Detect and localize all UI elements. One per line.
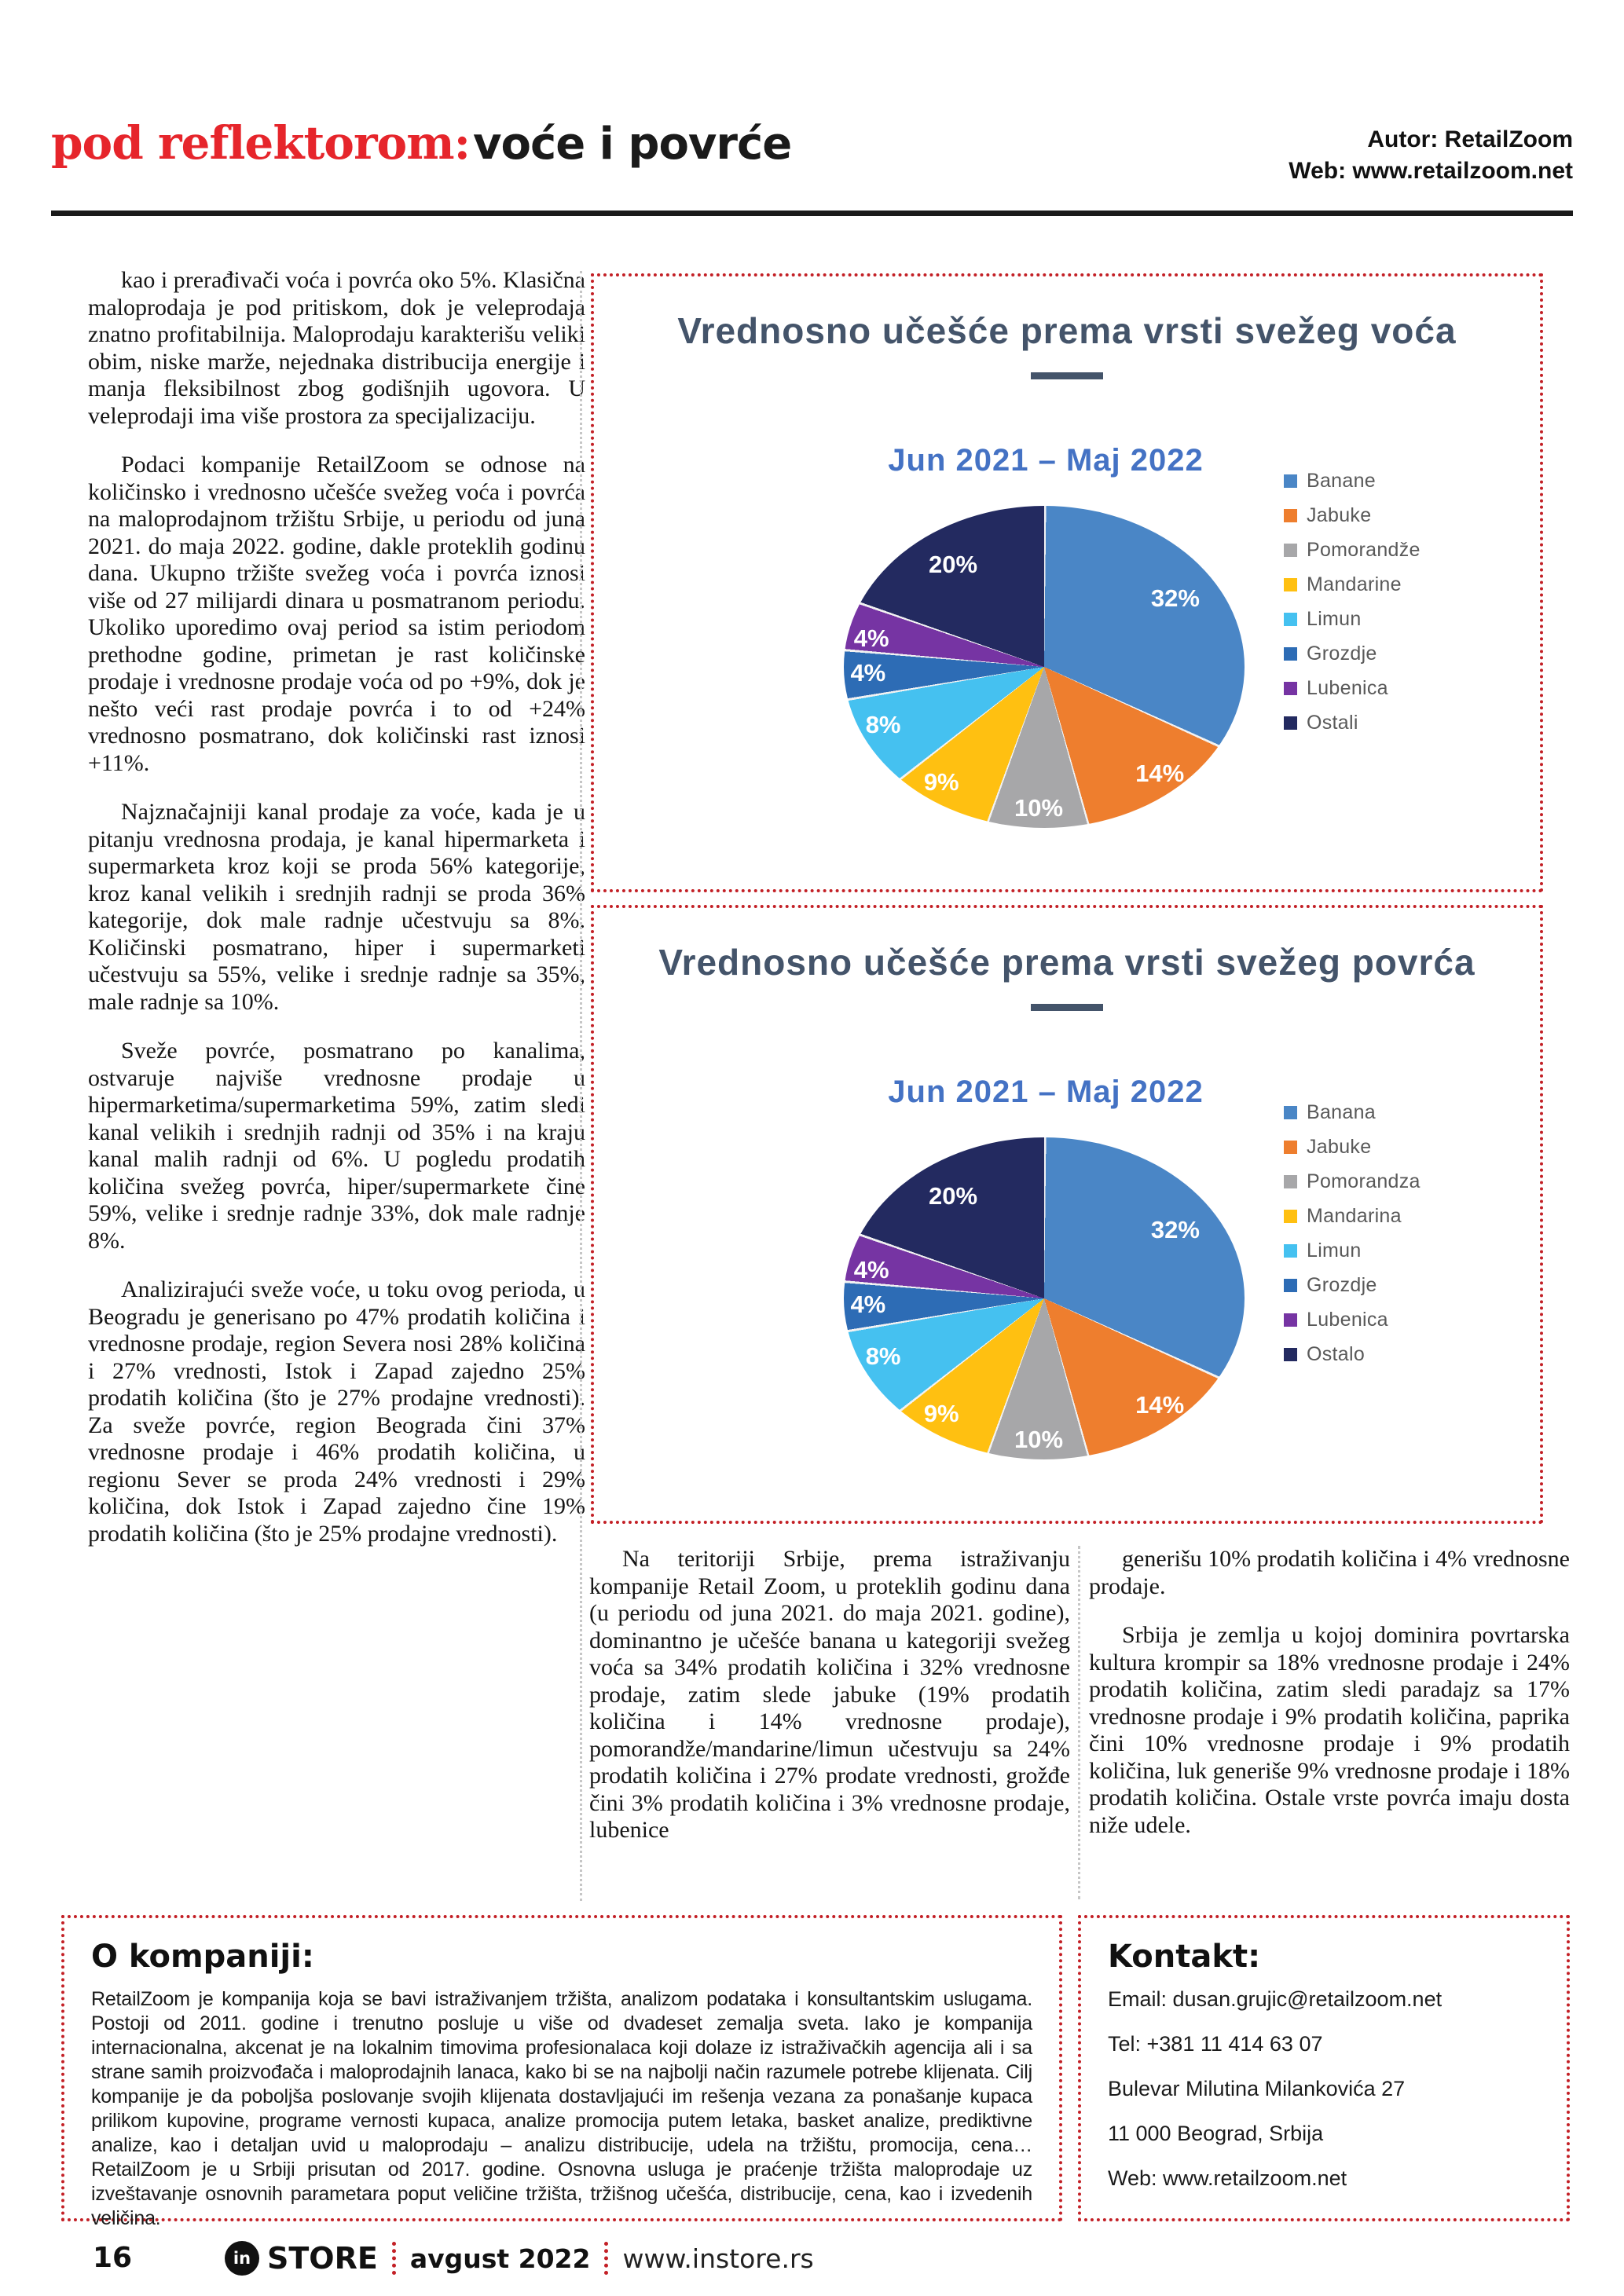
slice-label: 10% <box>1014 794 1064 822</box>
legend-item <box>1284 643 1421 665</box>
legend-swatch <box>1284 647 1297 661</box>
bottom-right-column <box>1089 1546 1570 1861</box>
legend-label: Mandarine <box>1307 573 1402 595</box>
legend-label: Ostali <box>1307 712 1358 734</box>
legend-item <box>1284 1205 1421 1228</box>
about-body: RetailZoom je kompanija koja se bavi istraživanjem tržišta, analizom podataka i konsultantskim uslugama. Postoji od 2011. godine i trenutno posluje u više od dvadeset zemalja sveta. Iako je kompanija internacionalna, akcenat je na lokalnim timovima profesionalaca koji dolaze iz istraživačkih agencija ali i sa strane samih proizvođača i maloprodajnih lanaca, kako bi se na najbolji način razumele potrebe klijenata. Cilj kompanije je da poboljša poslovanje svojih klijenata dostavljajući im rešenja vezana za ponašanje kupaca prilikom kupovine, programe vernosti kupaca, analize promocija putem letaka, basket analize, prediktivne analize, kao i detaljan uvid u maloprodaju – analizu distribucije, udela na tržištu, promocija, cena… RetailZoom je u Srbiji prisutan od 2017. godine. Osnovna usluga je praćenje tržišta maloprodaje uz izveštavanje osnovnih parametara poput veličine tržišta, tržišnog učešća, distribucije, cena, kao i izvedenih veličina. <box>91 1988 1032 2229</box>
legend-swatch <box>1284 509 1297 522</box>
legend-item <box>1284 504 1421 527</box>
vegetable-pie <box>844 1137 1245 1459</box>
contact-line: Email: dusan.grujic@retailzoom.net <box>1108 1987 1443 2011</box>
body-paragraph: Podaci kompanije RetailZoom se odnose na količinsko i vrednosno učešće svežeg voća i povrća na maloprodajnom tržištu Srbije, u periodu od juna 2021. do maja 2022. godine, dakle proteklih godinu dana. Ukupno tržište svežeg voća i povrća iznosi više od 27 milijardi dinara u posmatranom periodu. Ukoliko uporedimo ovaj period sa istim periodom prethodne godine, primetan je rast količinske prodaje i vrednosne prodaje voća od po +9%, dok je nešto veći rast prodaje povrća i to od +24% vrednosno posmatrano, dok količinski rast iznosi +11%. <box>88 452 585 776</box>
legend-swatch <box>1284 1141 1297 1154</box>
legend-item <box>1284 1309 1421 1331</box>
slice-label: 20% <box>929 1182 978 1210</box>
legend-label: Banana <box>1307 1101 1376 1123</box>
contact-line: Web: www.retailzoom.net <box>1108 2166 1347 2190</box>
contact-line: 11 000 Beograd, Srbija <box>1108 2122 1324 2145</box>
slice-label: 4% <box>853 1255 889 1283</box>
legend-item <box>1284 539 1421 562</box>
slice-label: 20% <box>929 551 978 579</box>
chart-subtitle: Jun 2021 – Maj 2022 <box>888 1075 1204 1109</box>
legend-swatch <box>1284 474 1297 488</box>
body-paragraph: Analizirajući sveže voće, u toku ovog perioda, u Beogradu je generisano po 47% prodatih količina i vrednosne prodaje, region Severa nosi 28% količina i 27% vrednosti, Istok i Zapad zajedno 25% prodatih količina (što je 27% prodajne vrednosti). Za sveže povrće, region Beograda čini 37% vrednosne prodaje i 46% prodatih količina, u regionu Sever se proda 24% vrednosti i 29% količina, dok Istok i Zapad zajedno čine 19% prodatih količina (što je 25% prodajne vrednosti). <box>88 1276 585 1547</box>
about-company-box <box>61 1915 1062 2229</box>
legend-item <box>1284 608 1421 631</box>
page-title: voće i povrće <box>473 119 792 170</box>
legend-swatch <box>1284 1244 1297 1258</box>
legend-label: Pomorandza <box>1307 1170 1421 1192</box>
page-number: 16 <box>93 2242 133 2274</box>
legend-swatch <box>1284 1175 1297 1188</box>
legend-label: Jabuke <box>1307 1136 1372 1158</box>
slice-label: 4% <box>850 1291 886 1319</box>
left-text-column <box>88 267 585 1569</box>
chart-title: Vrednosno učešće prema vrsti svežeg povrća <box>658 942 1476 983</box>
legend-item <box>1284 1240 1421 1262</box>
slice-label: 8% <box>865 1342 901 1370</box>
legend-label: Banane <box>1307 470 1376 492</box>
slice-label: 14% <box>1135 760 1185 788</box>
bottom-middle-column <box>589 1546 1070 1866</box>
body-paragraph: Najznačajniji kanal prodaje za voće, kada je u pitanju vrednosna prodaja, je kanal hipermarketa i supermarketa kroz koji se proda 56% kategorije, kroz kanal velikih i srednjih radnji se proda 36% kategorije, dok male radnje učestvuju sa 8%. Količinski posmatrano, hiper i supermarketi učestvuju sa 55%, velike i srednje radnje sa 35%, male radnje sa 10%. <box>88 799 585 1015</box>
legend-swatch <box>1284 578 1297 591</box>
legend-item <box>1284 712 1421 734</box>
legend-label: Limun <box>1307 1240 1362 1262</box>
fruit-value-share-chart <box>591 273 1543 892</box>
legend-item <box>1284 470 1421 493</box>
legend-label: Limun <box>1307 608 1362 630</box>
about-heading: O kompaniji: <box>91 1939 314 1975</box>
slice-label: 4% <box>853 624 889 652</box>
body-paragraph: kao i prerađivači voća i povrća oko 5%. Klasična maloprodaja je pod pritiskom, dok je veleprodaja znatno profitabilnija. Maloprodaju karakterišu veliki obim, niske marže, nejednaka distribucija energije i manja fleksibilnost zbog godišnjih ugovora. U veleprodaji ima više prostora za specijalizaciju. <box>88 267 585 429</box>
contact-heading: Kontakt: <box>1108 1939 1261 1975</box>
legend-label: Grozdje <box>1307 643 1377 665</box>
slice-label: 32% <box>1150 584 1200 612</box>
column-divider <box>580 271 582 1901</box>
legend-swatch <box>1284 682 1297 695</box>
slice-label: 9% <box>923 767 959 796</box>
body-paragraph: Srbija je zemlja u kojoj dominira povrtarska kultura krompir sa 18% vrednosne prodaje i 24% prodatih količina, zatim sledi paradajz sa 17% vrednosne prodaje i 9% prodatih količina, paprika čini 10% vrednosne prodaje i 9% prodatih količina, luk generiše 9% vrednosne prodaje i 18% prodatih količina. Ostale vrste povrća imaju dosta niže udele. <box>1089 1622 1570 1838</box>
legend-item <box>1284 1343 1421 1366</box>
body-paragraph: Na teritoriji Srbije, prema istraživanju kompanije Retail Zoom, u proteklih godinu dana (u periodu od juna 2021. do maja 2021. godine), dominantno je učešće banana u kategoriji svežeg voća sa 34% prodatih količina i 32% vrednosne prodaje, zatim slede jabuke (19% prodatih količina i 14% vrednosne prodaje), pomorandže/mandarine/limun učestvuju sa 24% prodatih količina i 27% prodate vrednosti, grožđe čini 3% prodatih količina i 3% vrednosne prodaje, lubenice <box>589 1546 1070 1843</box>
slice-label: 4% <box>850 659 886 687</box>
legend-swatch <box>1284 716 1297 730</box>
instore-logo-icon: in <box>225 2241 259 2276</box>
legend-item <box>1284 677 1421 700</box>
legend-swatch <box>1284 1210 1297 1223</box>
title-dash <box>1031 1004 1103 1011</box>
contact-line: Tel: +381 11 414 63 07 <box>1108 2032 1323 2056</box>
chart-legend <box>1284 1101 1421 1378</box>
author-block <box>1289 124 1573 187</box>
footer-separator <box>604 2242 608 2275</box>
magazine-name: STORE <box>267 2241 378 2276</box>
title-dash <box>1031 372 1103 379</box>
slice-label: 14% <box>1135 1391 1185 1419</box>
legend-item <box>1284 1101 1421 1124</box>
magazine-website: www.instore.rs <box>622 2243 814 2274</box>
contact-lines <box>1108 1987 1540 2191</box>
chart-title: Vrednosno učešće prema vrsti svežeg voća <box>677 310 1457 351</box>
legend-label: Mandarina <box>1307 1205 1402 1227</box>
fruit-pie <box>844 506 1245 828</box>
legend-item <box>1284 1136 1421 1159</box>
slice-label: 32% <box>1150 1215 1200 1243</box>
column-divider <box>1078 1546 1080 1899</box>
body-paragraph: Sveže povrće, posmatrano po kanalima, ostvaruje najviše vrednosne prodaje u hipermarketima/supermarketima 59%, zatim sledi kanal velikih i srednjih radnji od 35% i na kraju kanal malih radnji od 6%. U pogledu prodatih količina svežeg povrća, hiper/supermarkete čine 59%, velike i srednje radnje 33%, dok male radnje 8%. <box>88 1038 585 1254</box>
legend-label: Lubenica <box>1307 677 1388 699</box>
legend-swatch <box>1284 1106 1297 1119</box>
header-rule <box>51 211 1573 216</box>
legend-item <box>1284 1170 1421 1193</box>
footer-brand <box>225 2239 814 2278</box>
legend-swatch <box>1284 1279 1297 1292</box>
legend-swatch <box>1284 544 1297 557</box>
legend-label: Ostalo <box>1307 1343 1366 1365</box>
legend-item <box>1284 573 1421 596</box>
legend-label: Lubenica <box>1307 1309 1388 1331</box>
chart-legend <box>1284 470 1421 746</box>
issue-date: avgust 2022 <box>409 2243 591 2274</box>
legend-swatch <box>1284 1348 1297 1361</box>
legend-swatch <box>1284 613 1297 626</box>
slice-label: 10% <box>1014 1426 1064 1454</box>
legend-label: Grozdje <box>1307 1274 1377 1296</box>
legend-item <box>1284 1274 1421 1297</box>
section-kicker: pod reflektorom: <box>51 116 471 170</box>
vegetable-value-share-chart <box>591 905 1543 1524</box>
slice-label: 9% <box>923 1399 959 1427</box>
legend-swatch <box>1284 1313 1297 1327</box>
legend-label: Jabuke <box>1307 504 1372 526</box>
contact-box <box>1078 1915 1570 2221</box>
web-line: Web: www.retailzoom.net <box>1289 158 1573 184</box>
contact-line: Bulevar Milutina Milankovića 27 <box>1108 2077 1406 2100</box>
page-footer <box>93 2239 1554 2278</box>
slice-label: 8% <box>865 710 901 738</box>
chart-subtitle: Jun 2021 – Maj 2022 <box>888 443 1204 478</box>
footer-separator <box>392 2242 396 2275</box>
legend-label: Pomorandže <box>1307 539 1421 561</box>
body-paragraph: generišu 10% prodatih količina i 4% vrednosne prodaje. <box>1089 1546 1570 1599</box>
author-line: Autor: RetailZoom <box>1367 126 1573 152</box>
